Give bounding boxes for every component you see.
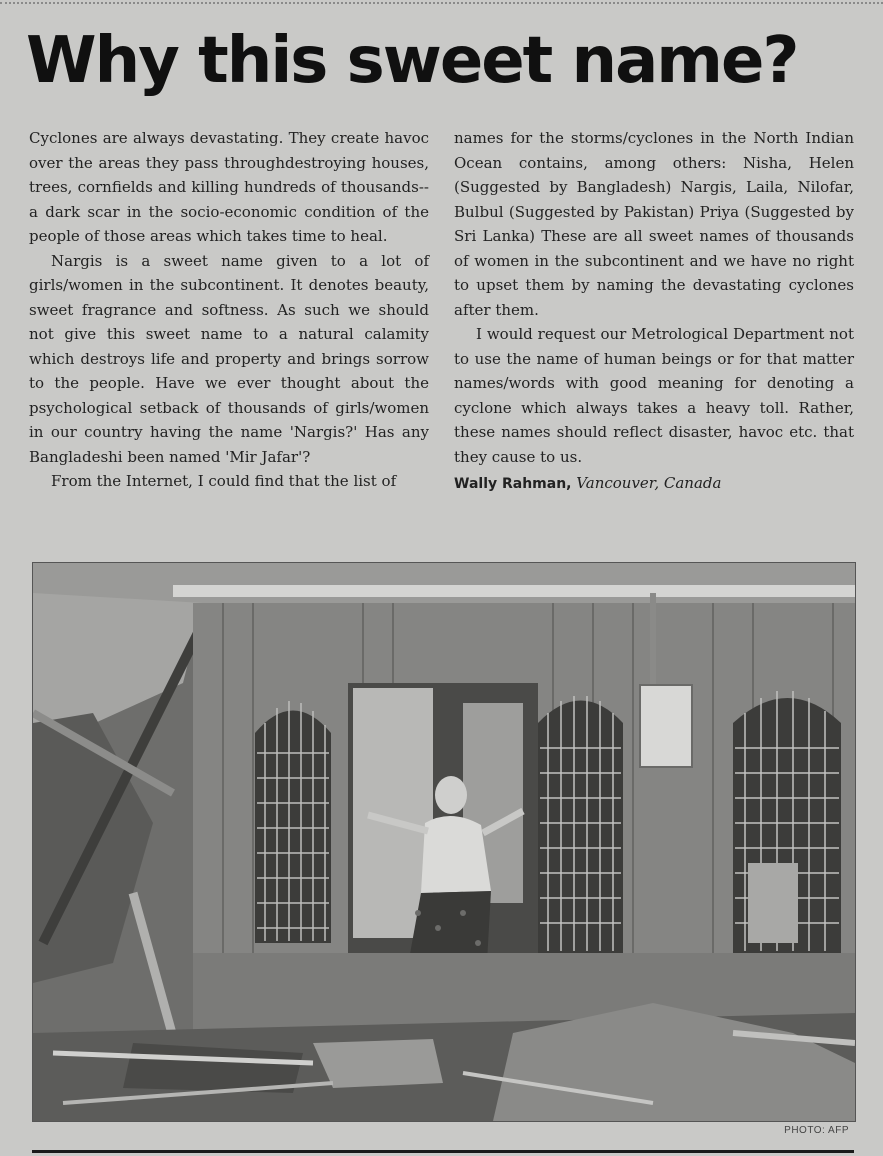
- author-location: Vancouver, Canada: [576, 474, 722, 492]
- photo-credit: PHOTO: AFP: [784, 1125, 849, 1136]
- news-photo: [32, 562, 856, 1122]
- paragraph-3-continued: names for the storms/cyclones in the North Indian Ocean contains, among others: Nisha, Helen (Suggested by Bangladesh) Nargis, Laila, Nilofar, Bulbul (Suggested by Pakistan) Priya (Suggested by Sri Lanka) These are all sweet names of thousands of women in the subcontinent and we have no right to upset them by naming the devastating cyclones after them.: [454, 129, 854, 319]
- article-column-left: [29, 126, 429, 494]
- top-dotted-rule: [0, 2, 883, 4]
- bottom-rule: [32, 1150, 854, 1153]
- photo-illustration: [33, 563, 855, 1121]
- author-signature: [454, 471, 854, 497]
- paragraph-3-start: From the Internet, I could find that the list of: [51, 472, 397, 490]
- paragraph-1: Cyclones are always devastating. They create havoc over the areas they pass throughdestroying houses, trees, cornfields and killing hundreds of thousands-- a dark scar in the socio-economic condition of the people of those areas which takes time to heal.: [29, 129, 429, 245]
- headline: Why this sweet name?: [26, 24, 798, 98]
- article-column-right: [454, 126, 854, 497]
- paragraph-2: Nargis is a sweet name given to a lot of girls/women in the subcontinent. It denotes beauty, sweet fragrance and softness. As such we should not give this sweet name to a natural calamity which destroys life and property and brings sorrow to the people. Have we ever thought about the psychological setback of thousands of girls/women in our country having the name 'Nargis?' Has any Bangladeshi been named 'Mir Jafar'?: [29, 251, 429, 466]
- paragraph-4: I would request our Metrological Department not to use the name of human beings or for that matter names/words with good meaning for denoting a cyclone which always takes a heavy toll. Rather, these names should reflect disaster, havoc etc. that they cause to us.: [454, 325, 854, 466]
- author-name: Wally Rahman,: [454, 476, 572, 492]
